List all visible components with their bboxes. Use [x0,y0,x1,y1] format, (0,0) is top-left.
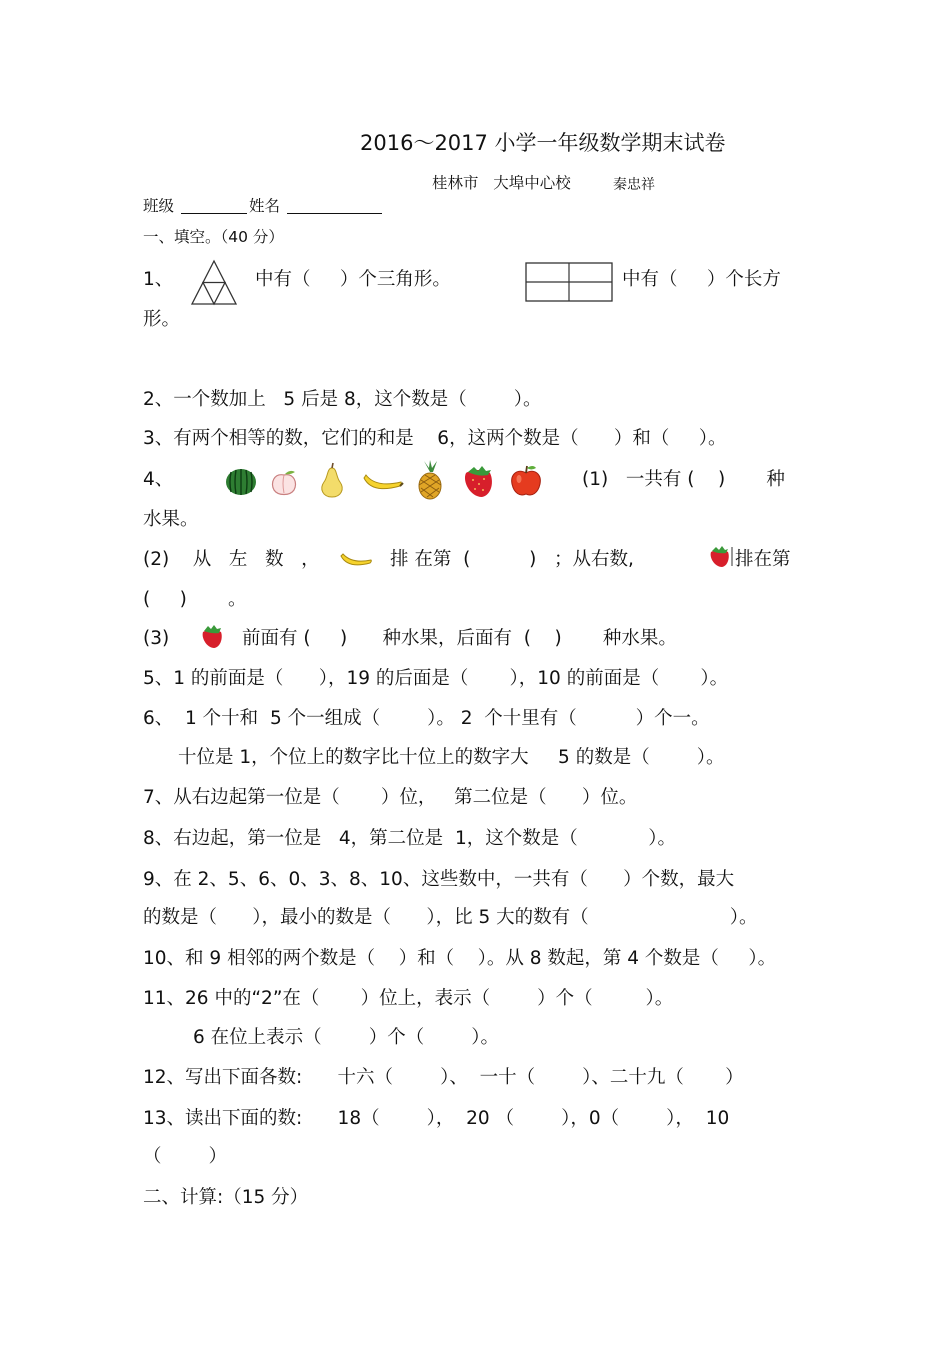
apple-icon [508,464,544,498]
q6-line2: 十位是 1，个位上的数字比十位上的数字大 5 的数是（ ）。 [178,747,725,768]
q4-part3-b: 前面有 ( ) 种水果，后面有 ( ) 种水果。 [242,628,677,649]
q4-part2-b: 排 在第 ( ) ；从右数, [390,549,634,570]
strawberry-icon [460,465,496,499]
strawberry-icon [708,546,734,568]
q5-text: 5、1 的前面是（ ），19 的后面是（ ），10 的前面是（ ）。 [143,668,729,689]
q6-line1: 6、 1 个十和 5 个一组成（ ）。 2 个十里有（ ）个一。 [143,708,710,729]
q12-text: 12、写出下面各数: 十六（ ）、 一十（ ）、二十九（ ） [143,1067,744,1088]
q3-text: 3、有两个相等的数，它们的和是 6，这两个数是（ ）和（ ）。 [143,428,727,449]
strawberry-icon [200,625,226,649]
watermelon-icon [224,467,258,497]
q4-part2-a: (2) 从 左 数 ， [143,549,320,570]
section1-heading: 一、填空。（40 分） [143,228,284,246]
q9-line2: 的数是（ ），最小的数是（ ），比 5 大的数有（ ）。 [143,907,758,928]
q8-text: 8、右边起，第一位是 4，第二位是 1，这个数是（ ）。 [143,828,677,849]
q7-text: 7、从右边起第一位是（ ）位， 第二位是（ ）位。 [143,787,638,808]
banana-icon [340,551,374,571]
class-label: 班级 [143,197,175,215]
q4-part2-continuation: ( ) 。 [143,589,247,610]
q9-line1: 9、在 2、5、6、0、3、8、10、这些数中，一共有（ ）个数，最大 [143,869,735,890]
class-blank [181,195,247,214]
q11-line2: 6 在位上表示（ ）个（ ）。 [193,1027,499,1048]
q4-part1: (1) 一共有 ( ) 种 [582,469,785,490]
section2-heading: 二、计算:（15 分） [143,1187,309,1208]
q4-part3-a: (3) [143,628,170,649]
q4-part2-c: 排在第 [735,549,791,570]
q1-number: 1、 [143,269,174,290]
q4-part1-continuation: 水果。 [143,509,199,530]
q4-number: 4、 [143,469,174,490]
banana-icon [362,470,404,496]
rectangle-figure-icon [525,262,613,302]
q13-line1: 13、读出下面的数: 18（ ）， 20 （ ），0（ ）， 10 [143,1108,730,1129]
author-name: 秦忠祥 [613,177,655,193]
q10-text: 10、和 9 相邻的两个数是（ ）和（ ）。从 8 数起，第 4 个数是（ ）。 [143,948,777,969]
q13-line2: （ ） [143,1146,228,1167]
triangle-figure-icon [190,258,238,306]
q1-text-b: 中有（ ）个长方 [622,269,781,290]
q2-text: 2、一个数加上 5 后是 8，这个数是（ ）。 [143,389,542,410]
school-name: 桂林市 大埠中心校 [432,174,571,192]
q11-line1: 11、26 中的“2”在（ ）位上，表示（ ）个（ ）。 [143,988,674,1009]
pear-icon [316,462,348,498]
peach-icon [268,469,300,497]
name-label: 姓名 [249,197,281,215]
name-blank [287,195,382,214]
q1-text-a: 中有（ ）个三角形。 [255,269,451,290]
q1-continuation: 形。 [143,309,181,330]
page-title: 2016～2017 小学一年级数学期末试卷 [360,131,726,155]
pineapple-icon [415,460,445,500]
